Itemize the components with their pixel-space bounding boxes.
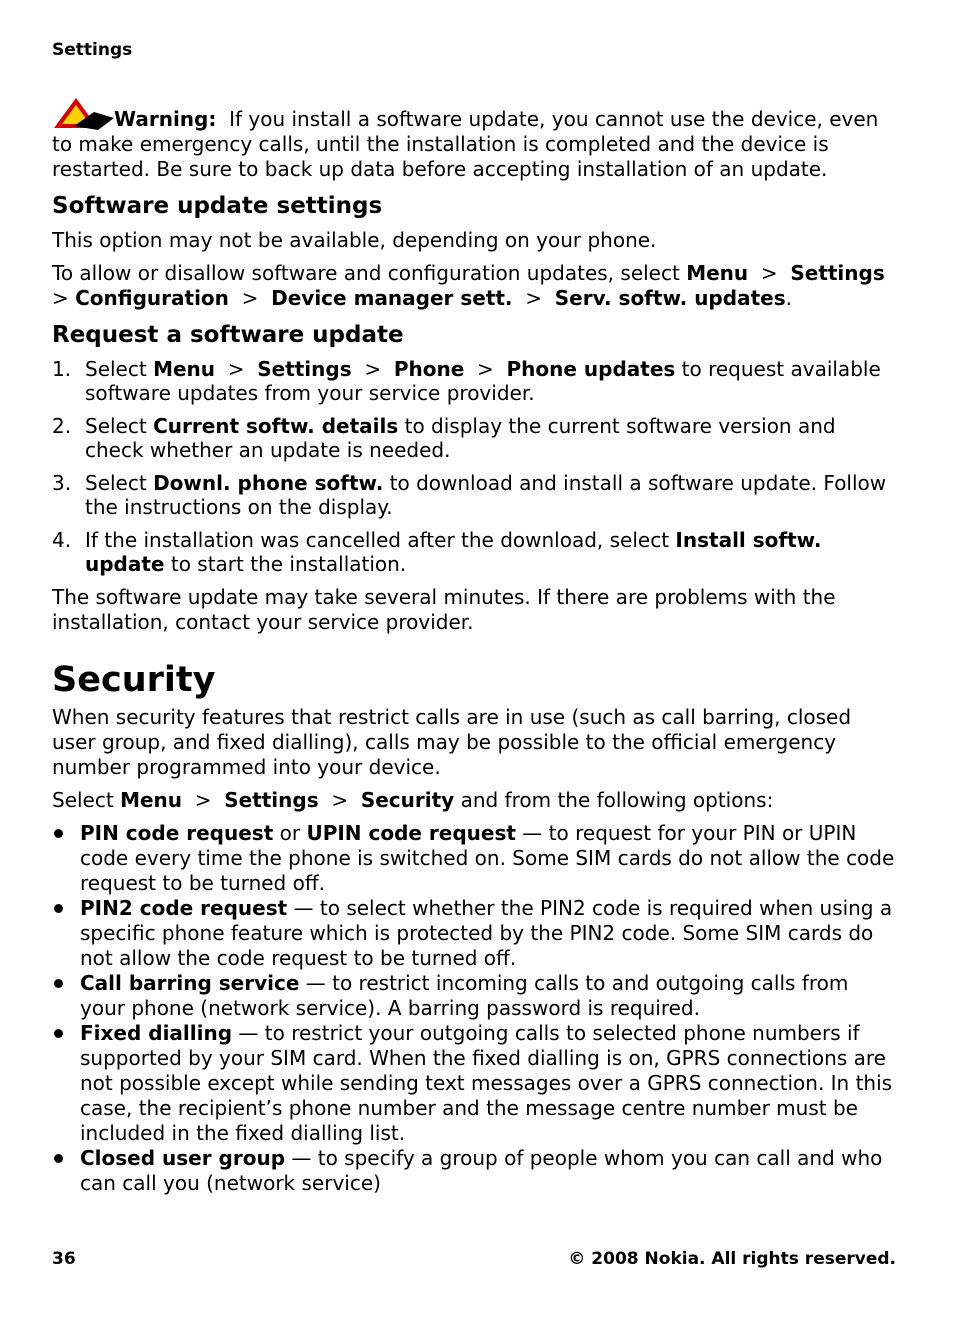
step-text: Select bbox=[85, 357, 154, 381]
path-separator: > bbox=[760, 261, 778, 285]
step-number: 1. bbox=[52, 357, 72, 381]
menu-path-item: Security bbox=[360, 788, 455, 812]
option-connector: or bbox=[273, 821, 307, 845]
menu-path-item: Phone updates bbox=[506, 357, 676, 381]
menu-path-item: Configuration bbox=[75, 286, 229, 310]
section-title-security: Security bbox=[52, 660, 216, 700]
bullet-icon bbox=[54, 1154, 63, 1163]
path-separator: > bbox=[331, 788, 349, 812]
warning-label: Warning: bbox=[114, 107, 217, 131]
menu-path-item: Serv. softw. updates bbox=[554, 286, 786, 310]
path-separator: > bbox=[477, 357, 494, 381]
menu-option: Downl. phone softw. bbox=[153, 471, 384, 495]
step-number: 4. bbox=[52, 528, 72, 552]
menu-option: Current softw. details bbox=[153, 414, 399, 438]
update-duration-note: The software update may take several minutes. If there are problems with the installation, contact your service provider. bbox=[52, 585, 836, 634]
section-heading-request-update: Request a software update bbox=[52, 322, 404, 348]
option-name: Fixed dialling bbox=[80, 1021, 233, 1045]
path-end: and from the following options: bbox=[454, 788, 774, 812]
security-path-paragraph bbox=[52, 788, 898, 813]
option-name: PIN code request bbox=[80, 821, 274, 845]
menu-path-item: Settings bbox=[224, 788, 319, 812]
bullet-icon bbox=[54, 1029, 63, 1038]
page-number: 36 bbox=[52, 1249, 76, 1269]
list-item bbox=[52, 971, 898, 1021]
menu-path-item: Settings bbox=[790, 261, 885, 285]
step-text: Select bbox=[85, 414, 154, 438]
list-item bbox=[52, 471, 898, 519]
menu-path-item: Menu bbox=[686, 261, 749, 285]
step-text: to start the installation. bbox=[164, 552, 407, 576]
option-description: — to specify a group of people whom you can call and who can call you (network service) bbox=[80, 1146, 883, 1195]
update-path-paragraph bbox=[52, 261, 898, 311]
bullet-icon bbox=[54, 979, 63, 988]
list-item bbox=[52, 1021, 898, 1146]
list-item bbox=[52, 357, 898, 405]
security-options-list bbox=[52, 821, 898, 1196]
menu-path-item: Phone bbox=[393, 357, 465, 381]
path-separator: > bbox=[525, 286, 543, 310]
path-end: . bbox=[785, 286, 792, 310]
option-description: — to restrict your outgoing calls to selected phone numbers if supported by your SIM card. When the fixed dialling is on, GPRS connections are not possible except while sending text messages over a GPRS connection. In this case, the recipient’s phone number and the message centre number must be included in the fixed dialling list. bbox=[80, 1021, 893, 1145]
step-text: to download and install a software update. Follow the instructions on the display. bbox=[85, 471, 887, 519]
option-name: UPIN code request bbox=[306, 821, 516, 845]
bullet-icon bbox=[54, 904, 63, 913]
step-text: Select bbox=[85, 471, 154, 495]
copyright: © 2008 Nokia. All rights reserved. bbox=[568, 1249, 896, 1269]
list-item bbox=[52, 528, 898, 576]
document-page bbox=[52, 38, 898, 1196]
option-description: — to request for your PIN or UPIN code every time the phone is switched on. Some SIM cards do not allow the code request to be turned off. bbox=[80, 821, 895, 895]
step-text: If the installation was cancelled after the download, select bbox=[85, 528, 676, 552]
option-name: Call barring service bbox=[80, 971, 300, 995]
step-number: 3. bbox=[52, 471, 72, 495]
warning-icon bbox=[52, 96, 114, 130]
step-text: to request available software updates from your service provider. bbox=[85, 357, 881, 405]
list-item bbox=[52, 1146, 898, 1196]
menu-path-item: Menu bbox=[153, 357, 216, 381]
step-number: 2. bbox=[52, 414, 72, 438]
menu-option: Install softw. update bbox=[85, 528, 822, 576]
warning-paragraph bbox=[52, 96, 898, 182]
security-intro: When security features that restrict calls are in use (such as call barring, closed user group, and fixed dialling), calls may be possible to the official emergency number programmed into your device. bbox=[52, 705, 852, 779]
running-head: Settings bbox=[52, 40, 133, 60]
section-heading-software-update-settings: Software update settings bbox=[52, 193, 383, 219]
path-intro: Select bbox=[52, 788, 121, 812]
menu-path-item: Menu bbox=[120, 788, 183, 812]
list-item bbox=[52, 896, 898, 971]
option-description: — to restrict incoming calls to and outgoing calls from your phone (network service). A barring password is required. bbox=[80, 971, 849, 1020]
availability-note: This option may not be available, depending on your phone. bbox=[52, 228, 657, 252]
warning-text: If you install a software update, you cannot use the device, even to make emergency calls, until the installation is completed and the device is restarted. Be sure to back up data before accepting installation of an update. bbox=[52, 107, 879, 181]
option-name: PIN2 code request bbox=[80, 896, 288, 920]
list-item bbox=[52, 414, 898, 462]
menu-path-item: Settings bbox=[257, 357, 352, 381]
list-item bbox=[52, 821, 898, 896]
path-separator: > bbox=[194, 788, 212, 812]
path-separator: > bbox=[241, 286, 259, 310]
path-separator: > bbox=[364, 357, 382, 381]
menu-path-item: Device manager sett. bbox=[271, 286, 513, 310]
page-footer bbox=[52, 1249, 896, 1269]
option-name: Closed user group bbox=[80, 1146, 286, 1170]
step-text: to display the current software version and check whether an update is needed. bbox=[85, 414, 836, 462]
path-separator: > bbox=[227, 357, 245, 381]
path-separator: > bbox=[52, 286, 69, 310]
option-description: — to select whether the PIN2 code is required when using a specific phone feature which is protected by the PIN2 code. Some SIM cards do not allow the code request to be turned off. bbox=[80, 896, 893, 970]
request-steps-list bbox=[52, 357, 898, 576]
path-intro: To allow or disallow software and configuration updates, select bbox=[52, 261, 687, 285]
bullet-icon bbox=[54, 829, 63, 838]
